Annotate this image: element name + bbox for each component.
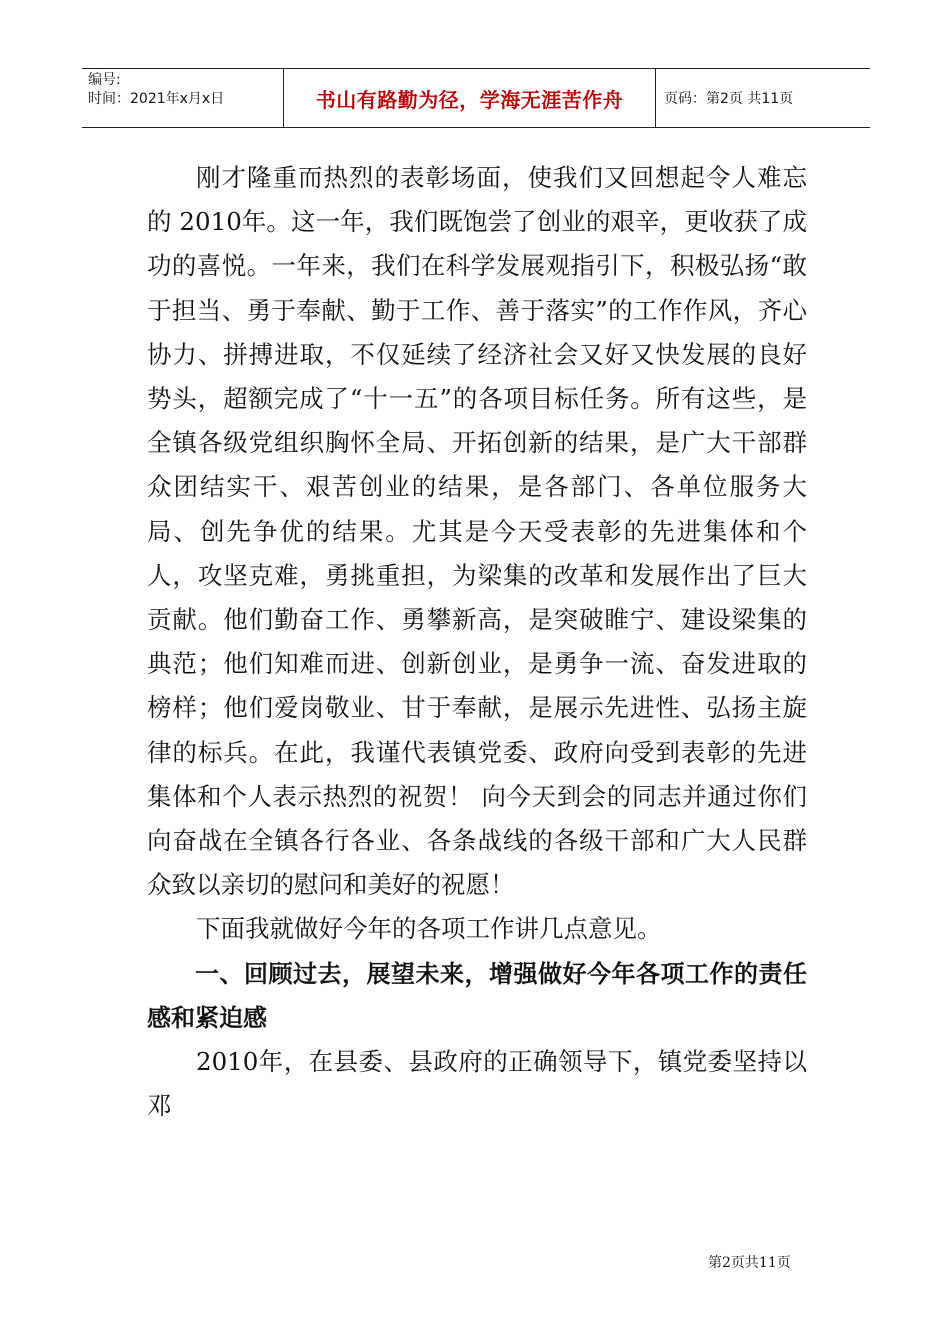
header-page-label: 页码：第2页 共11页 — [664, 91, 794, 107]
header-page-info — [656, 69, 870, 127]
header-number-label: 编号: — [88, 72, 121, 88]
body-paragraph: 刚才隆重而热烈的表彰场面，使我们又回想起令人难忘的 2010年。这一年，我们既饱尝了创业的艰辛，更收获了成功的喜悦。一年来，我们在科学发展观指引下，积极弘扬“敢于担当、勇于奉献、勤于工作、善于落实”的工作作风，齐心协力、拼搏进取，不仅延续了经济社会又好又快发展的良好势头，超额完成了“十一五”的各项目标任务。所有这些，是全镇各级党组织胸怀全局、开拓创新的结果，是广大干部群众团结实干、艰苦创业的结果，是各部门、各单位服务大局、创先争优的结果。尤其是今天受表彰的先进集体和个人，攻坚克难，勇挑重担，为梁集的改革和发展作出了巨大贡献。他们勤奋工作、勇攀新高，是突破睢宁、建设梁集的典范；他们知难而进、创新创业，是勇争一流、奋发进取的榜样；他们爱岗敬业、甘于奉献，是展示先进性、弘扬主旋律的标兵。在此，我谨代表镇党委、政府向受到表彰的先进集体和个人表示热烈的祝贺！ 向今天到会的同志并通过你们向奋战在全镇各行各业、各条战线的各级干部和广大人民群众致以亲切的慰问和美好的祝愿！ — [147, 163, 807, 900]
header-time-label: 时间：2021年x月x日 — [88, 91, 225, 107]
document-header — [82, 68, 870, 128]
header-motto-text: 书山有路勤为径，学海无涯苦作舟 — [315, 87, 624, 112]
footer-page-number: 第2页共11页 — [708, 1255, 791, 1271]
page-footer — [708, 1252, 791, 1272]
section-heading: 一、回顾过去，展望未来，增强做好今年各项工作的责任感和紧迫感 — [147, 959, 807, 1032]
document-body — [147, 156, 807, 1128]
header-meta — [82, 69, 284, 127]
body-paragraph: 下面我就做好今年的各项工作讲几点意见。 — [196, 914, 662, 944]
header-motto — [284, 69, 656, 127]
body-paragraph: 2010年，在县委、县政府的正确领导下，镇党委坚持以邓 — [147, 1047, 807, 1121]
